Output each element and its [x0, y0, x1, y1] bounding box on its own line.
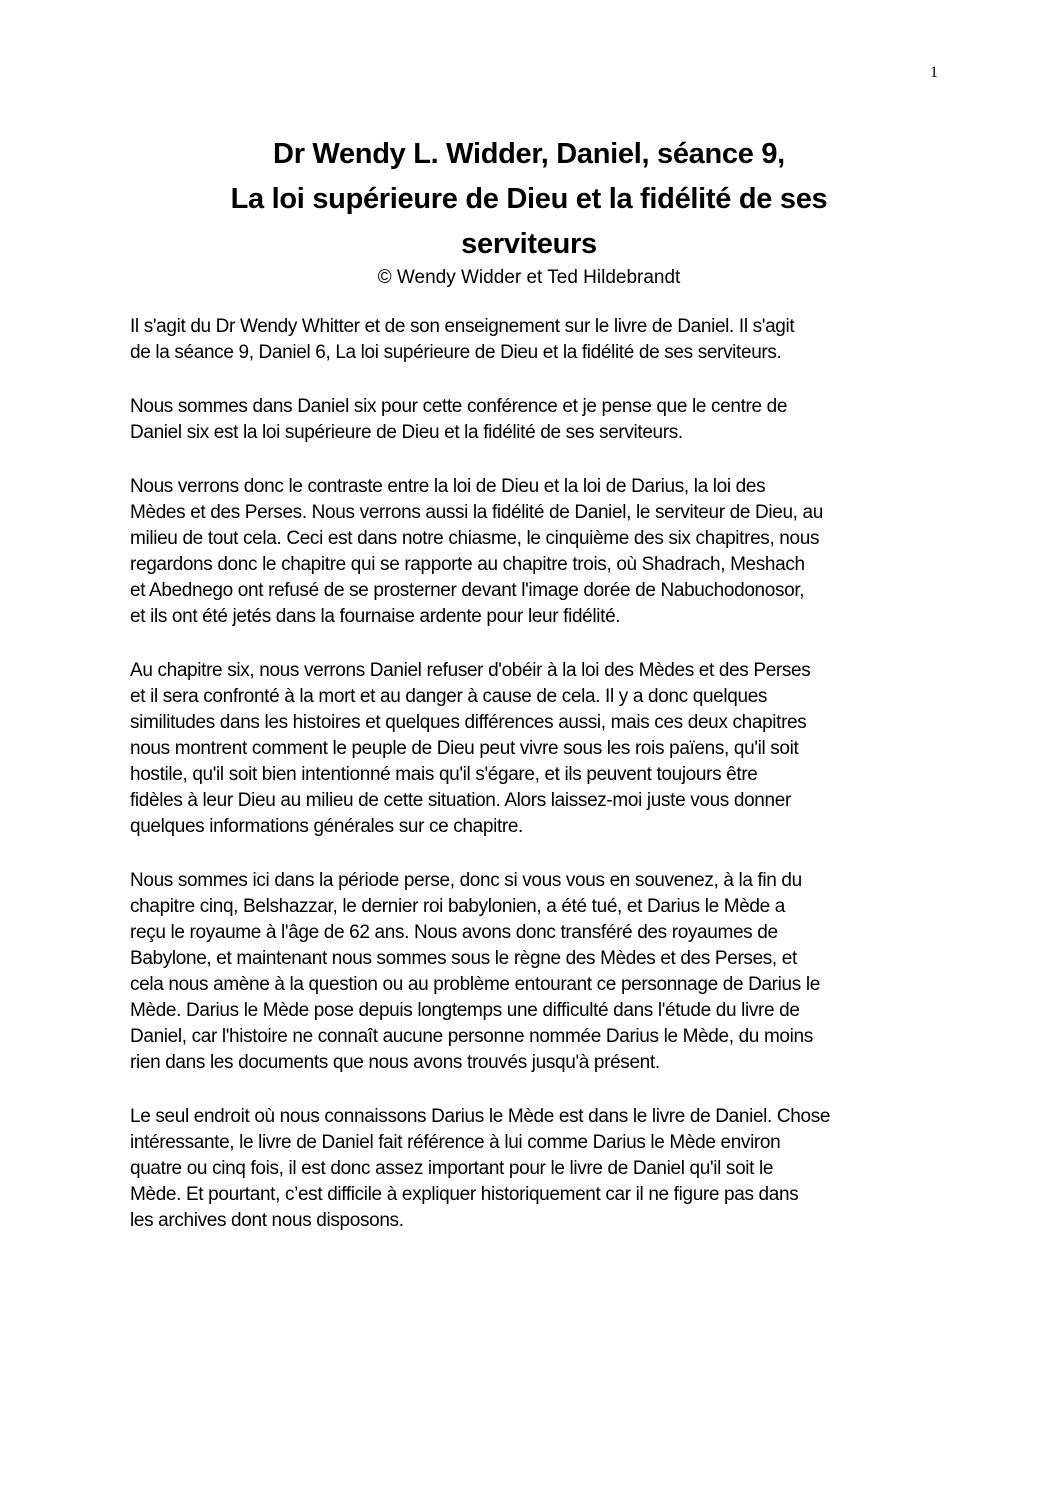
paragraph-line: Nous sommes ici dans la période perse, donc si vous vous en souvenez, à la fin du — [130, 870, 802, 891]
paragraph-line: Daniel, car l'histoire ne connaît aucune personne nommée Darius le Mède, du moins — [130, 1026, 813, 1047]
paragraph-1 — [130, 314, 930, 366]
paragraph-line: hostile, qu'il soit bien intentionné mais qu'il s'égare, et ils peuvent toujours être — [130, 764, 758, 785]
document-body — [130, 314, 930, 1262]
copyright-notice: © Wendy Widder et Ted Hildebrandt — [377, 267, 681, 288]
paragraph-line: fidèles à leur Dieu au milieu de cette situation. Alors laissez-moi juste vous donner — [130, 790, 791, 811]
paragraph-3 — [130, 474, 930, 630]
paragraph-line: et Abednego ont refusé de se prosterner devant l'image dorée de Nabuchodonosor, — [130, 580, 805, 601]
paragraph-line: Le seul endroit où nous connaissons Darius le Mède est dans le livre de Daniel. Chose — [130, 1106, 831, 1127]
paragraph-line: Mèdes et des Perses. Nous verrons aussi la fidélité de Daniel, le serviteur de Dieu, au — [130, 502, 823, 523]
paragraph-line: et il sera confronté à la mort et au danger à cause de cela. Il y a donc quelques — [130, 686, 768, 707]
paragraph-5 — [130, 868, 930, 1076]
paragraph-line: Il s'agit du Dr Wendy Whitter et de son enseignement sur le livre de Daniel. Il s'agit — [130, 316, 795, 337]
paragraph-line: de la séance 9, Daniel 6, La loi supérieure de Dieu et la fidélité de ses serviteurs. — [130, 342, 782, 363]
paragraph-line: quatre ou cinq fois, il est donc assez important pour le livre de Daniel qu'il soit le — [130, 1158, 774, 1179]
paragraph-line: intéressante, le livre de Daniel fait référence à lui comme Darius le Mède environ — [130, 1132, 781, 1153]
paragraph-line: chapitre cinq, Belshazzar, le dernier roi babylonien, a été tué, et Darius le Mède a — [130, 896, 785, 917]
document-title-line-1: Dr Wendy L. Widder, Daniel, séance 9, — [273, 138, 785, 170]
paragraph-line: milieu de tout cela. Ceci est dans notre chiasme, le cinquième des six chapitres, nous — [130, 528, 820, 549]
paragraph-line: Mède. Darius le Mède pose depuis longtemps une difficulté dans l'étude du livre de — [130, 1000, 800, 1021]
document-title-block — [128, 132, 930, 291]
paragraph-line: les archives dont nous disposons. — [130, 1210, 404, 1231]
paragraph-line: Daniel six est la loi supérieure de Dieu et la fidélité de ses serviteurs. — [130, 422, 683, 443]
paragraph-line: cela nous amène à la question ou au problème entourant ce personnage de Darius le — [130, 974, 820, 995]
paragraph-line: reçu le royaume à l'âge de 62 ans. Nous avons donc transféré des royaumes de — [130, 922, 778, 943]
paragraph-2 — [130, 394, 930, 446]
paragraph-4 — [130, 658, 930, 840]
paragraph-line: rien dans les documents que nous avons trouvés jusqu'à présent. — [130, 1052, 660, 1073]
document-title-line-3: serviteurs — [461, 228, 597, 260]
paragraph-line: nous montrent comment le peuple de Dieu peut vivre sous les rois païens, qu'il soit — [130, 738, 799, 759]
paragraph-line: Nous verrons donc le contraste entre la loi de Dieu et la loi de Darius, la loi des — [130, 476, 766, 497]
paragraph-6 — [130, 1104, 930, 1234]
paragraph-line: Au chapitre six, nous verrons Daniel refuser d'obéir à la loi des Mèdes et des Perses — [130, 660, 811, 681]
paragraph-line: Nous sommes dans Daniel six pour cette conférence et je pense que le centre de — [130, 396, 788, 417]
paragraph-line: Mède. Et pourtant, c’est difficile à expliquer historiquement car il ne figure pas dans — [130, 1184, 799, 1205]
paragraph-line: similitudes dans les histoires et quelques différences aussi, mais ces deux chapitres — [130, 712, 807, 733]
document-title-line-2: La loi supérieure de Dieu et la fidélité de ses — [230, 183, 828, 215]
paragraph-line: regardons donc le chapitre qui se rapporte au chapitre trois, où Shadrach, Meshach — [130, 554, 805, 575]
paragraph-line: et ils ont été jetés dans la fournaise ardente pour leur fidélité. — [130, 606, 621, 627]
paragraph-line: Babylone, et maintenant nous sommes sous le règne des Mèdes et des Perses, et — [130, 948, 797, 969]
page-number: 1 — [930, 64, 938, 81]
paragraph-line: quelques informations générales sur ce chapitre. — [130, 816, 523, 837]
